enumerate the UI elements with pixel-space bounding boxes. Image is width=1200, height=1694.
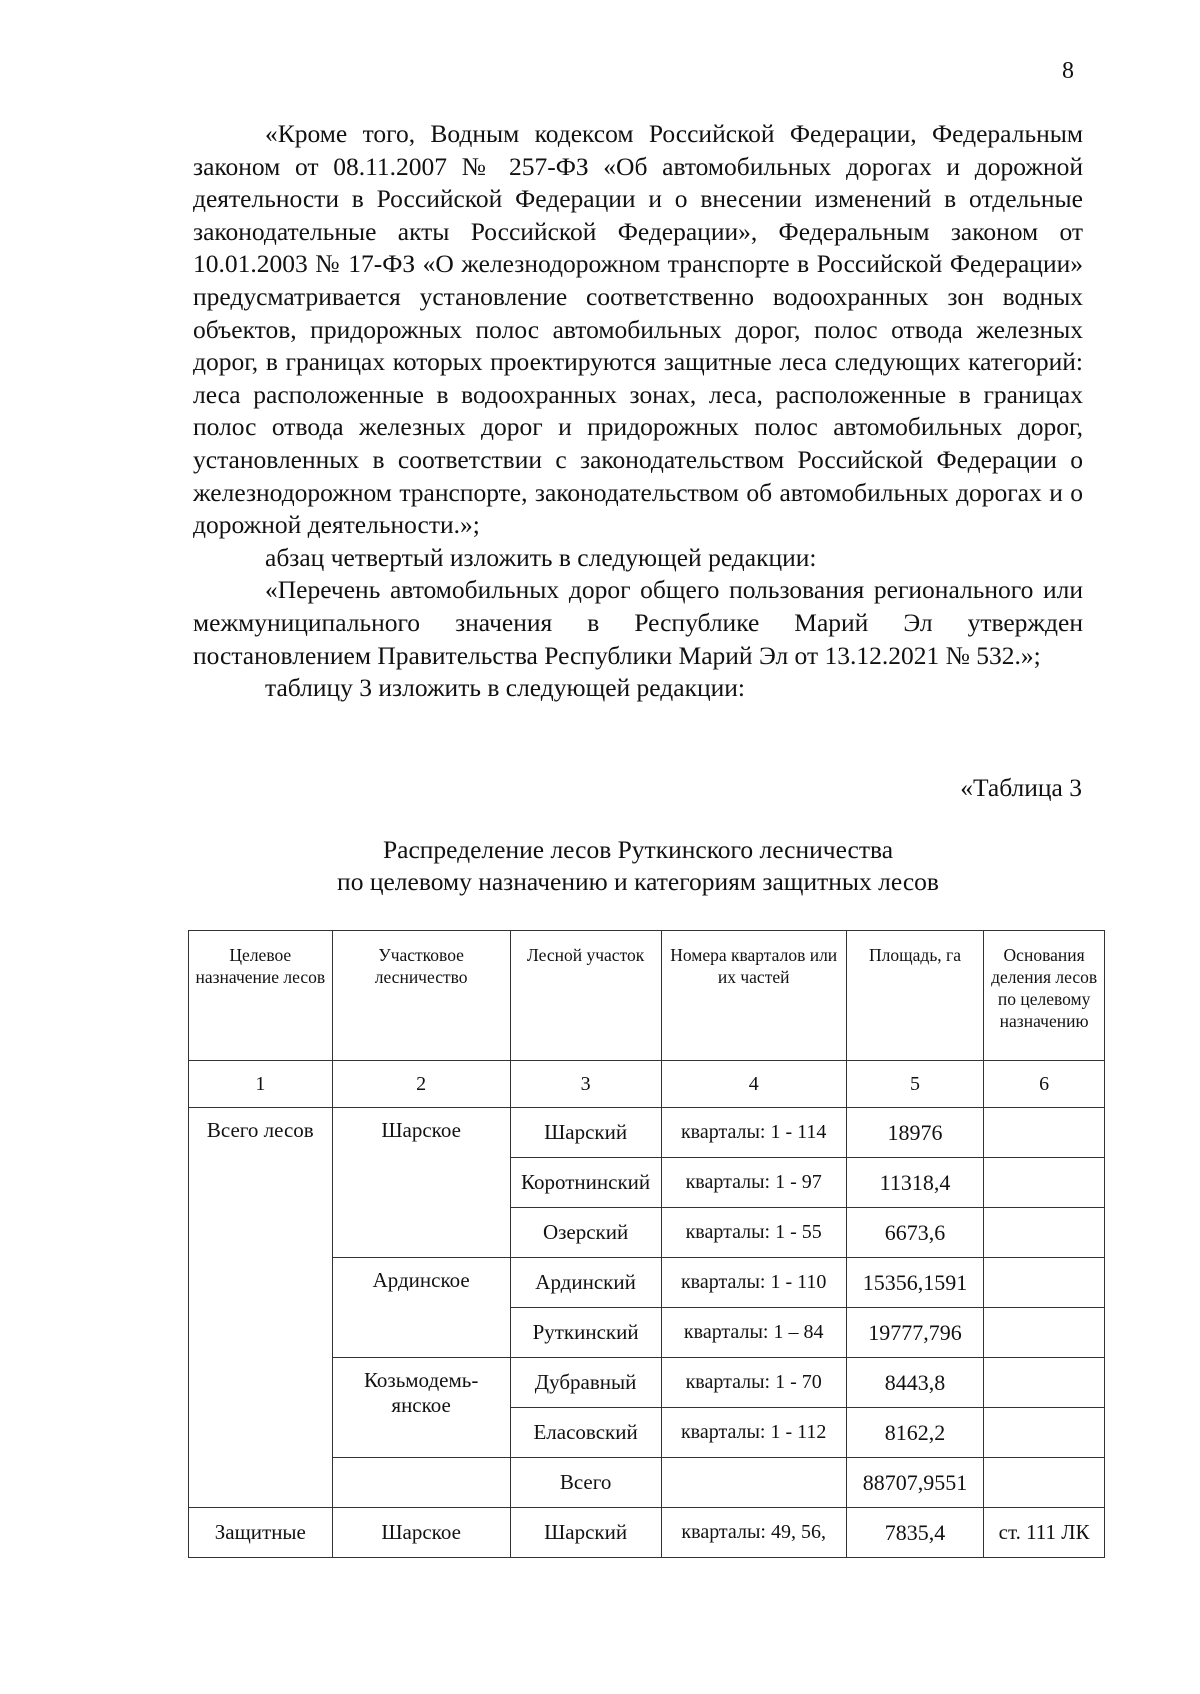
paragraph-instruction-table: таблицу 3 изложить в следующей редакции: <box>265 673 745 703</box>
column-number: 1 <box>189 1061 333 1108</box>
cell-area: 6673,6 <box>846 1208 983 1258</box>
column-number: 3 <box>510 1061 661 1108</box>
cell-plot: Коротнинский <box>510 1158 661 1208</box>
cell-purpose-protective: Защитные <box>189 1508 333 1558</box>
table-title-line1: Распределение лесов Руткинского лесничества <box>382 835 894 864</box>
column-number-row <box>189 1061 1105 1108</box>
cell-district-ardinskoe: Ардинское <box>332 1258 510 1358</box>
cell-plot: Шарский <box>510 1508 661 1558</box>
cell-district-sharskoe: Шарское <box>332 1108 510 1258</box>
cell-area: 15356,1591 <box>846 1258 983 1308</box>
table-title-line2: по целевому назначению и категориям защитных лесов <box>337 867 939 896</box>
column-number: 6 <box>984 1061 1105 1108</box>
header-purpose: Целевое назначение лесов <box>189 931 333 1061</box>
cell-quarters: кварталы: 1 - 110 <box>661 1258 846 1308</box>
cell-plot: Ардинский <box>510 1258 661 1308</box>
paragraph-instruction-abzac: абзац четвертый изложить в следующей редакции: <box>265 542 817 572</box>
header-district: Участковое лесничество <box>332 931 510 1061</box>
cell-basis <box>984 1408 1105 1458</box>
table-label: «Таблица 3 <box>960 773 1082 802</box>
cell-district: Шарское <box>332 1508 510 1558</box>
cell-area: 8162,2 <box>846 1408 983 1458</box>
cell-plot: Озерский <box>510 1208 661 1258</box>
cell-area-total: 88707,9551 <box>846 1458 983 1508</box>
cell-plot: Еласовский <box>510 1408 661 1458</box>
header-quarters: Номера кварталов или их частей <box>661 931 846 1061</box>
page-number: 8 <box>1062 58 1074 84</box>
column-number: 5 <box>846 1061 983 1108</box>
cell-area: 19777,796 <box>846 1308 983 1358</box>
cell-quarters: кварталы: 1 - 97 <box>661 1158 846 1208</box>
cell-plot: Шарский <box>510 1108 661 1158</box>
cell-plot-total: Всего <box>510 1458 661 1508</box>
cell-basis <box>984 1358 1105 1408</box>
body-text <box>193 118 1083 705</box>
cell-quarters-empty <box>661 1458 846 1508</box>
cell-area: 11318,4 <box>846 1158 983 1208</box>
cell-basis <box>984 1258 1105 1308</box>
cell-area: 7835,4 <box>846 1508 983 1558</box>
cell-quarters: кварталы: 1 - 70 <box>661 1358 846 1408</box>
table-header-row <box>189 931 1105 1061</box>
cell-basis <box>984 1158 1105 1208</box>
cell-basis <box>984 1108 1105 1158</box>
cell-area: 18976 <box>846 1108 983 1158</box>
column-number: 2 <box>332 1061 510 1108</box>
paragraph-road-list: «Перечень автомобильных дорог общего пользования регионального или межмуниципального значения в Республике Марий Эл утвержден постановлением Правительства Республики Марий Эл от 13.12.2021 № 532.»; <box>193 575 1083 670</box>
cell-quarters: кварталы: 1 - 55 <box>661 1208 846 1258</box>
cell-quarters: кварталы: 1 – 84 <box>661 1308 846 1358</box>
column-number: 4 <box>661 1061 846 1108</box>
cell-purpose-all: Всего лесов <box>189 1108 333 1508</box>
table-row-protective <box>189 1508 1105 1558</box>
cell-quarters: кварталы: 1 - 112 <box>661 1408 846 1458</box>
header-area: Площадь, га <box>846 931 983 1061</box>
cell-quarters: кварталы: 1 - 114 <box>661 1108 846 1158</box>
paragraph-water-code: «Кроме того, Водным кодексом Российской Федерации, Федеральным законом от 08.11.2007 № 257-ФЗ «Об автомобильных дорогах и дорожной деятельности в Российской Федерации и о внесении изменений в отдельные законодательные акты Российской Федерации», Федеральным законом от 10.01.2003 № 17-ФЗ «О железнодорожном транспорте в Российской Федерации» предусматривается установление соответственно водоохранных зон водных объектов, придорожных полос автомобильных дорог, полос отвода железных дорог, в границах которых проектируются защитные леса следующих категорий: леса расположенные в водоохранных зонах, леса, расположенные в границах полос отвода железных дорог и придорожных полос автомобильных дорог, установленных в соответствии с законодательством Российской Федерации о железнодорожном транспорте, законодательством об автомобильных дорогах и о дорожной деятельности.»; <box>193 119 1083 540</box>
cell-basis <box>984 1208 1105 1258</box>
cell-basis-empty <box>984 1458 1105 1508</box>
table-row <box>189 1108 1105 1158</box>
header-basis: Основания деления лесов по целевому назначению <box>984 931 1105 1061</box>
cell-basis: ст. 111 ЛК <box>984 1508 1105 1558</box>
cell-quarters: кварталы: 49, 56, <box>661 1508 846 1558</box>
cell-plot: Руткинский <box>510 1308 661 1358</box>
cell-district-empty <box>332 1458 510 1508</box>
cell-district-kozmodemyanskoe: Козьмодемь-янское <box>332 1358 510 1458</box>
cell-basis <box>984 1308 1105 1358</box>
table-title <box>193 834 1083 898</box>
header-plot: Лесной участок <box>510 931 661 1061</box>
cell-area: 8443,8 <box>846 1358 983 1408</box>
cell-plot: Дубравный <box>510 1358 661 1408</box>
forest-distribution-table <box>188 930 1105 1558</box>
scan-artifact <box>1108 1602 1118 1622</box>
